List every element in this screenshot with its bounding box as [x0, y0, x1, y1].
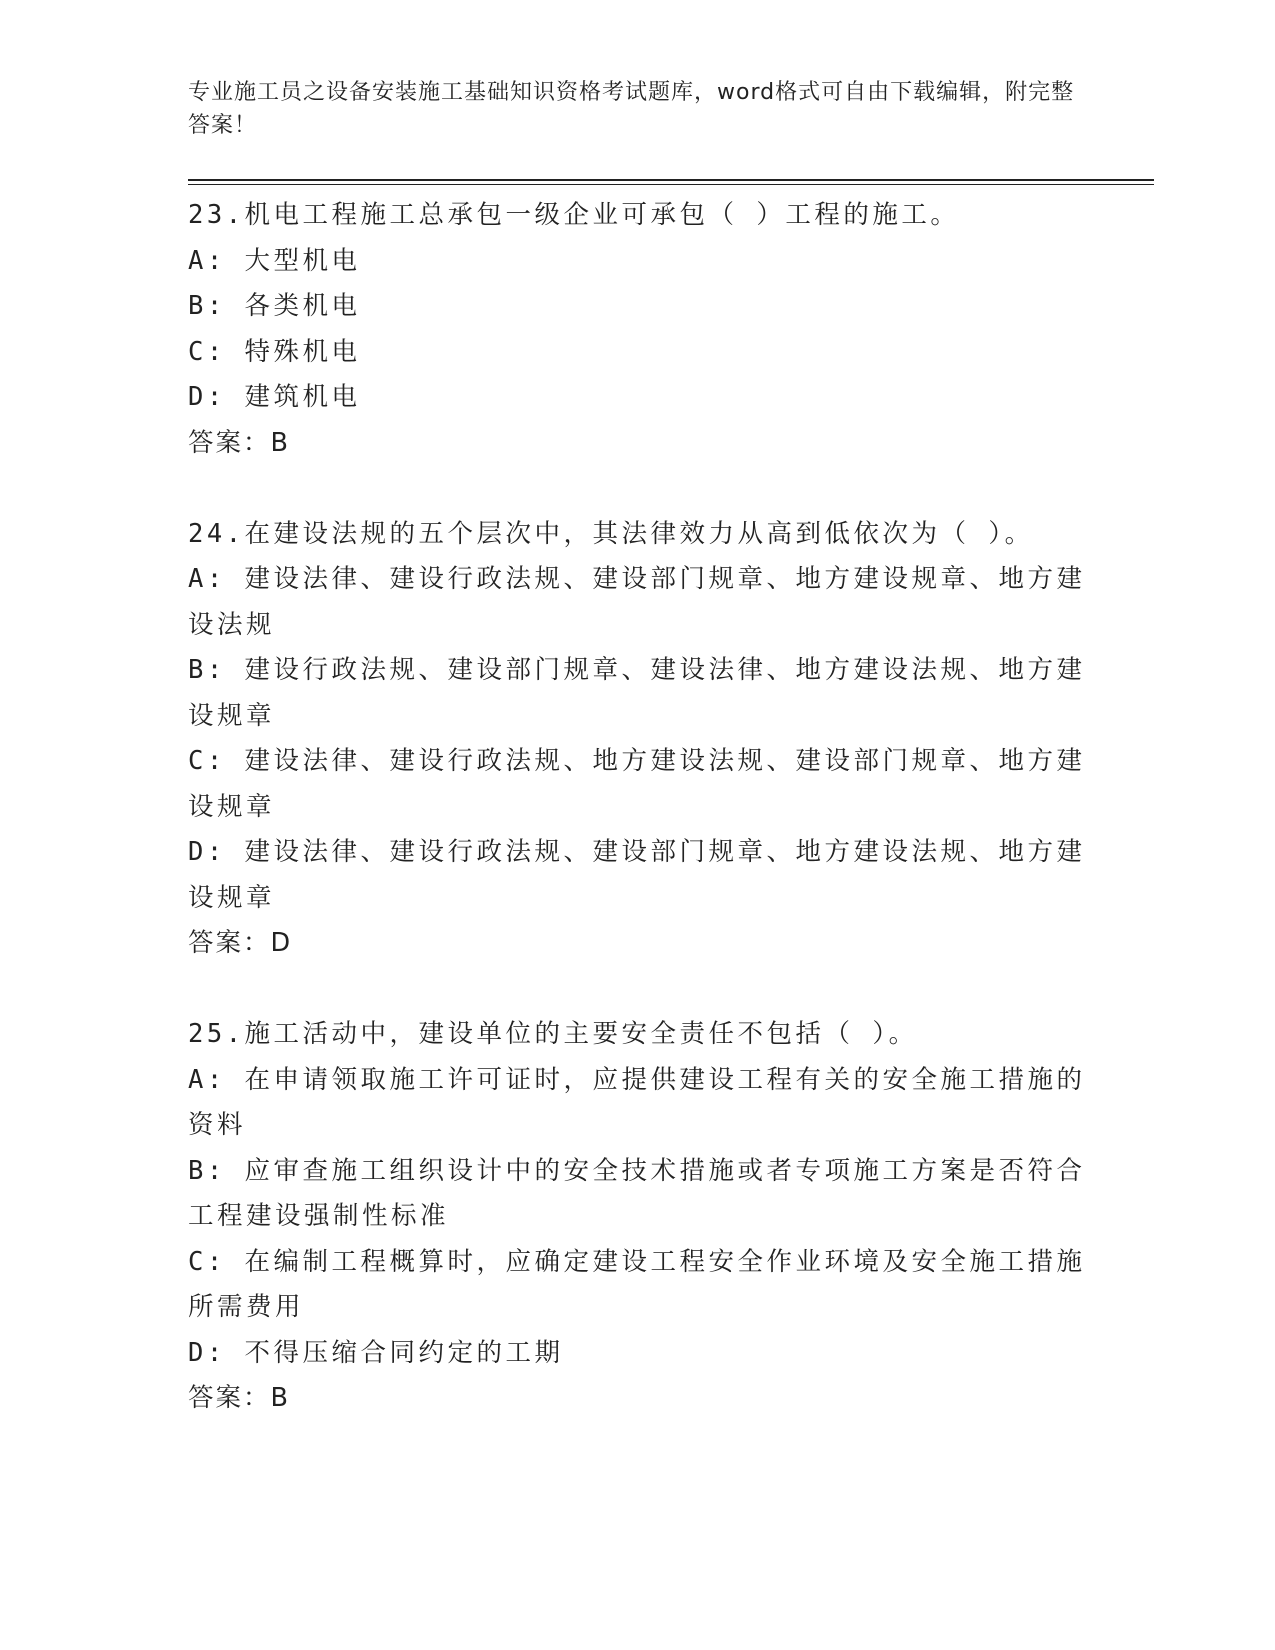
document-header: 专业施工员之设备安装施工基础知识资格考试题库，word格式可自由下载编辑，附完整答案！ — [188, 80, 1075, 138]
question-24 — [188, 512, 1088, 967]
header-divider-thick — [188, 179, 1154, 181]
option-d: D: 不得压缩合同约定的工期 — [188, 1337, 564, 1368]
option-b: B: 各类机电 — [188, 291, 361, 321]
question-title: 24.在建设法规的五个层次中，其法律效力从高到低依次为（ ）。 — [188, 518, 1034, 549]
option-c: C: 建设法律、建设行政法规、地方建设法规、建设部门规章、地方建设规章 — [188, 746, 1086, 822]
answer: 答案：D — [188, 928, 293, 958]
option-a: A: 建设法律、建设行政法规、建设部门规章、地方建设规章、地方建设法规 — [188, 564, 1086, 640]
question-title: 25.施工活动中，建设单位的主要安全责任不包括（ ）。 — [188, 1019, 918, 1049]
option-c: C: 特殊机电 — [188, 336, 361, 367]
answer: 答案：B — [188, 1383, 290, 1413]
question-25 — [188, 1012, 1088, 1422]
header-divider-thin — [188, 184, 1154, 185]
option-b: B: 建设行政法规、建设部门规章、建设法律、地方建设法规、地方建设规章 — [188, 655, 1086, 731]
question-list — [188, 193, 1088, 1467]
option-b: B: 应审查施工组织设计中的安全技术措施或者专项施工方案是否符合工程建设强制性标准 — [188, 1155, 1086, 1231]
option-c: C: 在编制工程概算时，应确定建设工程安全作业环境及安全施工措施所需费用 — [188, 1246, 1086, 1322]
option-d: D: 建筑机电 — [188, 382, 361, 412]
option-d: D: 建设法律、建设行政法规、建设部门规章、地方建设法规、地方建设规章 — [188, 837, 1086, 913]
question-title: 23.机电工程施工总承包一级企业可承包（ ）工程的施工。 — [188, 200, 960, 230]
option-a: A: 大型机电 — [188, 245, 361, 276]
option-a: A: 在申请领取施工许可证时，应提供建设工程有关的安全施工措施的资料 — [188, 1064, 1086, 1140]
answer: 答案：B — [188, 427, 290, 458]
question-23 — [188, 193, 1088, 466]
